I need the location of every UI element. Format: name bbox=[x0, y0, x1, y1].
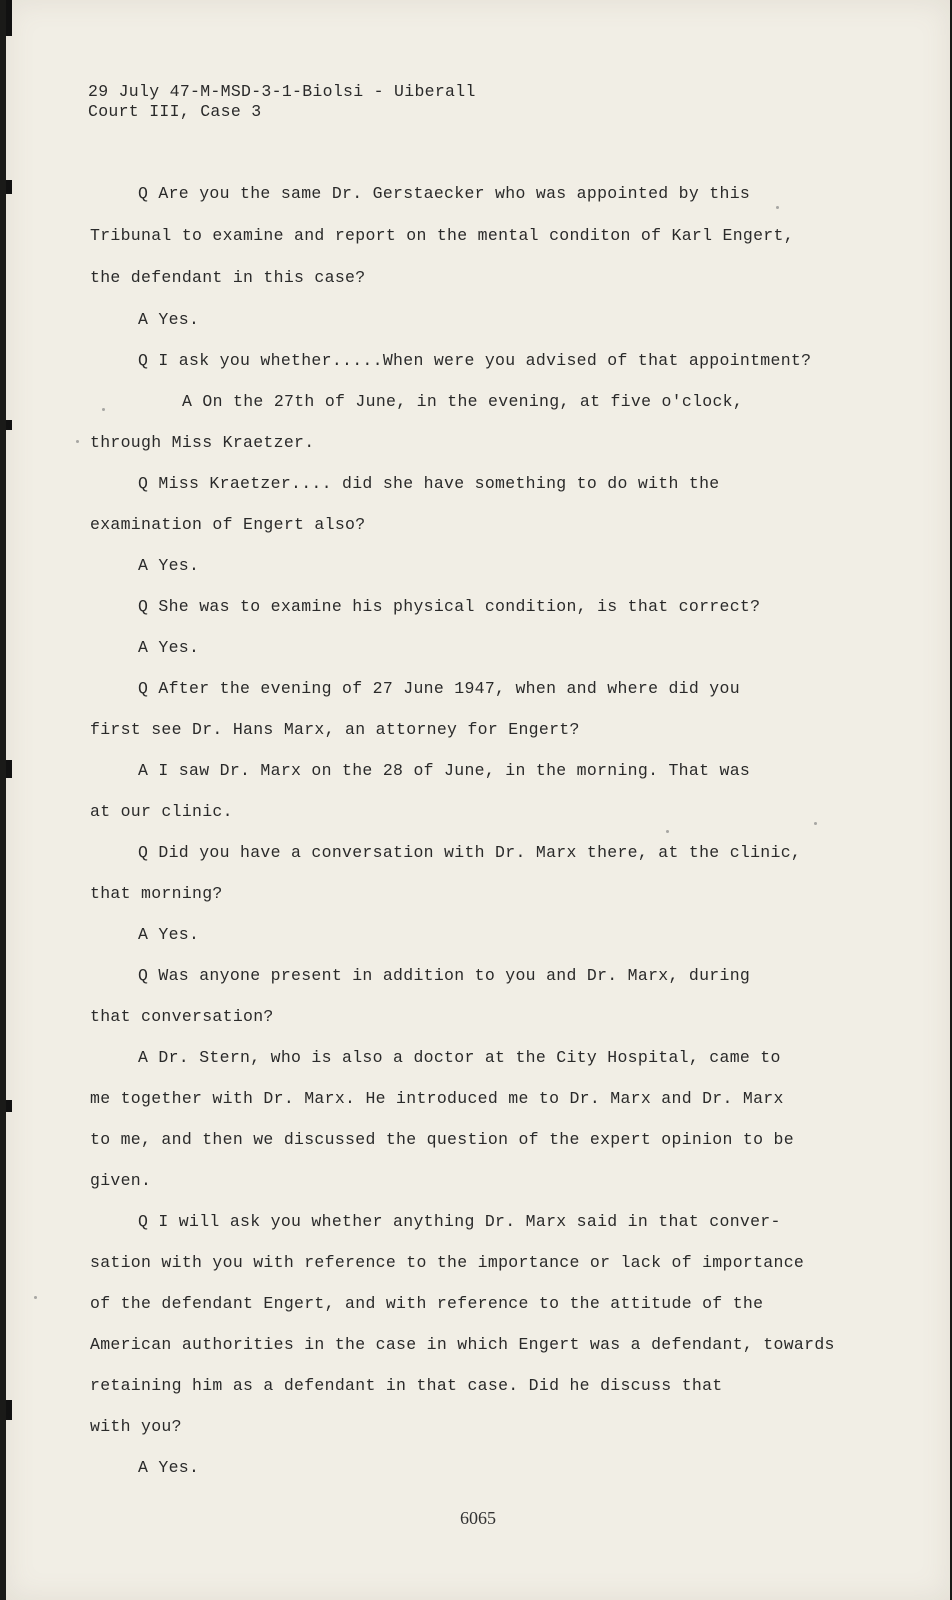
scan-speck bbox=[34, 1296, 37, 1299]
transcript-line: with you? bbox=[90, 1417, 182, 1436]
scan-edge-mark bbox=[6, 1100, 12, 1112]
scan-speck bbox=[776, 206, 779, 209]
transcript-line: retaining him as a defendant in that case. Did he discuss that bbox=[90, 1376, 723, 1395]
header-line-2: Court III, Case 3 bbox=[88, 102, 262, 121]
transcript-line: me together with Dr. Marx. He introduced me to Dr. Marx and Dr. Marx bbox=[90, 1089, 784, 1108]
transcript-line: Q After the evening of 27 June 1947, when and where did you bbox=[138, 679, 740, 698]
transcript-line: that conversation? bbox=[90, 1007, 274, 1026]
transcript-line: sation with you with reference to the importance or lack of importance bbox=[90, 1253, 805, 1272]
transcript-line: A Yes. bbox=[138, 638, 200, 657]
transcript-page bbox=[6, 0, 950, 1600]
transcript-line: Q Did you have a conversation with Dr. Marx there, at the clinic, bbox=[138, 843, 802, 862]
scan-edge-mark bbox=[6, 420, 12, 430]
scan-edge-mark bbox=[6, 180, 12, 194]
page-number: 6065 bbox=[460, 1508, 496, 1528]
header-line-1: 29 July 47-M-MSD-3-1-Biolsi - Uiberall bbox=[88, 82, 476, 101]
scan-speck bbox=[102, 408, 105, 411]
transcript-line: at our clinic. bbox=[90, 802, 233, 821]
transcript-line: Q She was to examine his physical condition, is that correct? bbox=[138, 597, 761, 616]
transcript-line: Q I ask you whether.....When were you advised of that appointment? bbox=[138, 351, 812, 370]
scan-speck bbox=[76, 440, 79, 443]
transcript-line: Q I will ask you whether anything Dr. Marx said in that conver- bbox=[138, 1212, 781, 1231]
transcript-line: the defendant in this case? bbox=[90, 268, 366, 287]
scan-speck bbox=[666, 830, 669, 833]
transcript-line: A Yes. bbox=[138, 1458, 200, 1477]
transcript-line: A Dr. Stern, who is also a doctor at the City Hospital, came to bbox=[138, 1048, 781, 1067]
transcript-line: American authorities in the case in which Engert was a defendant, towards bbox=[90, 1335, 835, 1354]
transcript-line: Q Are you the same Dr. Gerstaecker who was appointed by this bbox=[138, 184, 751, 203]
transcript-line: Tribunal to examine and report on the mental conditon of Karl Engert, bbox=[90, 226, 794, 245]
transcript-line: Q Miss Kraetzer.... did she have something to do with the bbox=[138, 474, 720, 493]
transcript-line: A On the 27th of June, in the evening, at five o'clock, bbox=[182, 392, 744, 411]
transcript-line: A Yes. bbox=[138, 310, 200, 329]
transcript-line: A Yes. bbox=[138, 925, 200, 944]
transcript-line: given. bbox=[90, 1171, 152, 1190]
scan-speck bbox=[814, 822, 817, 825]
transcript-line: of the defendant Engert, and with reference to the attitude of the bbox=[90, 1294, 764, 1313]
transcript-line: examination of Engert also? bbox=[90, 515, 366, 534]
transcript-line: A I saw Dr. Marx on the 28 of June, in the morning. That was bbox=[138, 761, 751, 780]
transcript-line: that morning? bbox=[90, 884, 223, 903]
scan-edge-mark bbox=[6, 0, 12, 36]
transcript-line: Q Was anyone present in addition to you and Dr. Marx, during bbox=[138, 966, 751, 985]
scan-edge-mark bbox=[6, 1400, 12, 1420]
transcript-line: A Yes. bbox=[138, 556, 200, 575]
transcript-line: first see Dr. Hans Marx, an attorney for Engert? bbox=[90, 720, 580, 739]
transcript-line: through Miss Kraetzer. bbox=[90, 433, 315, 452]
transcript-line: to me, and then we discussed the question of the expert opinion to be bbox=[90, 1130, 794, 1149]
scan-edge-mark bbox=[6, 760, 12, 778]
